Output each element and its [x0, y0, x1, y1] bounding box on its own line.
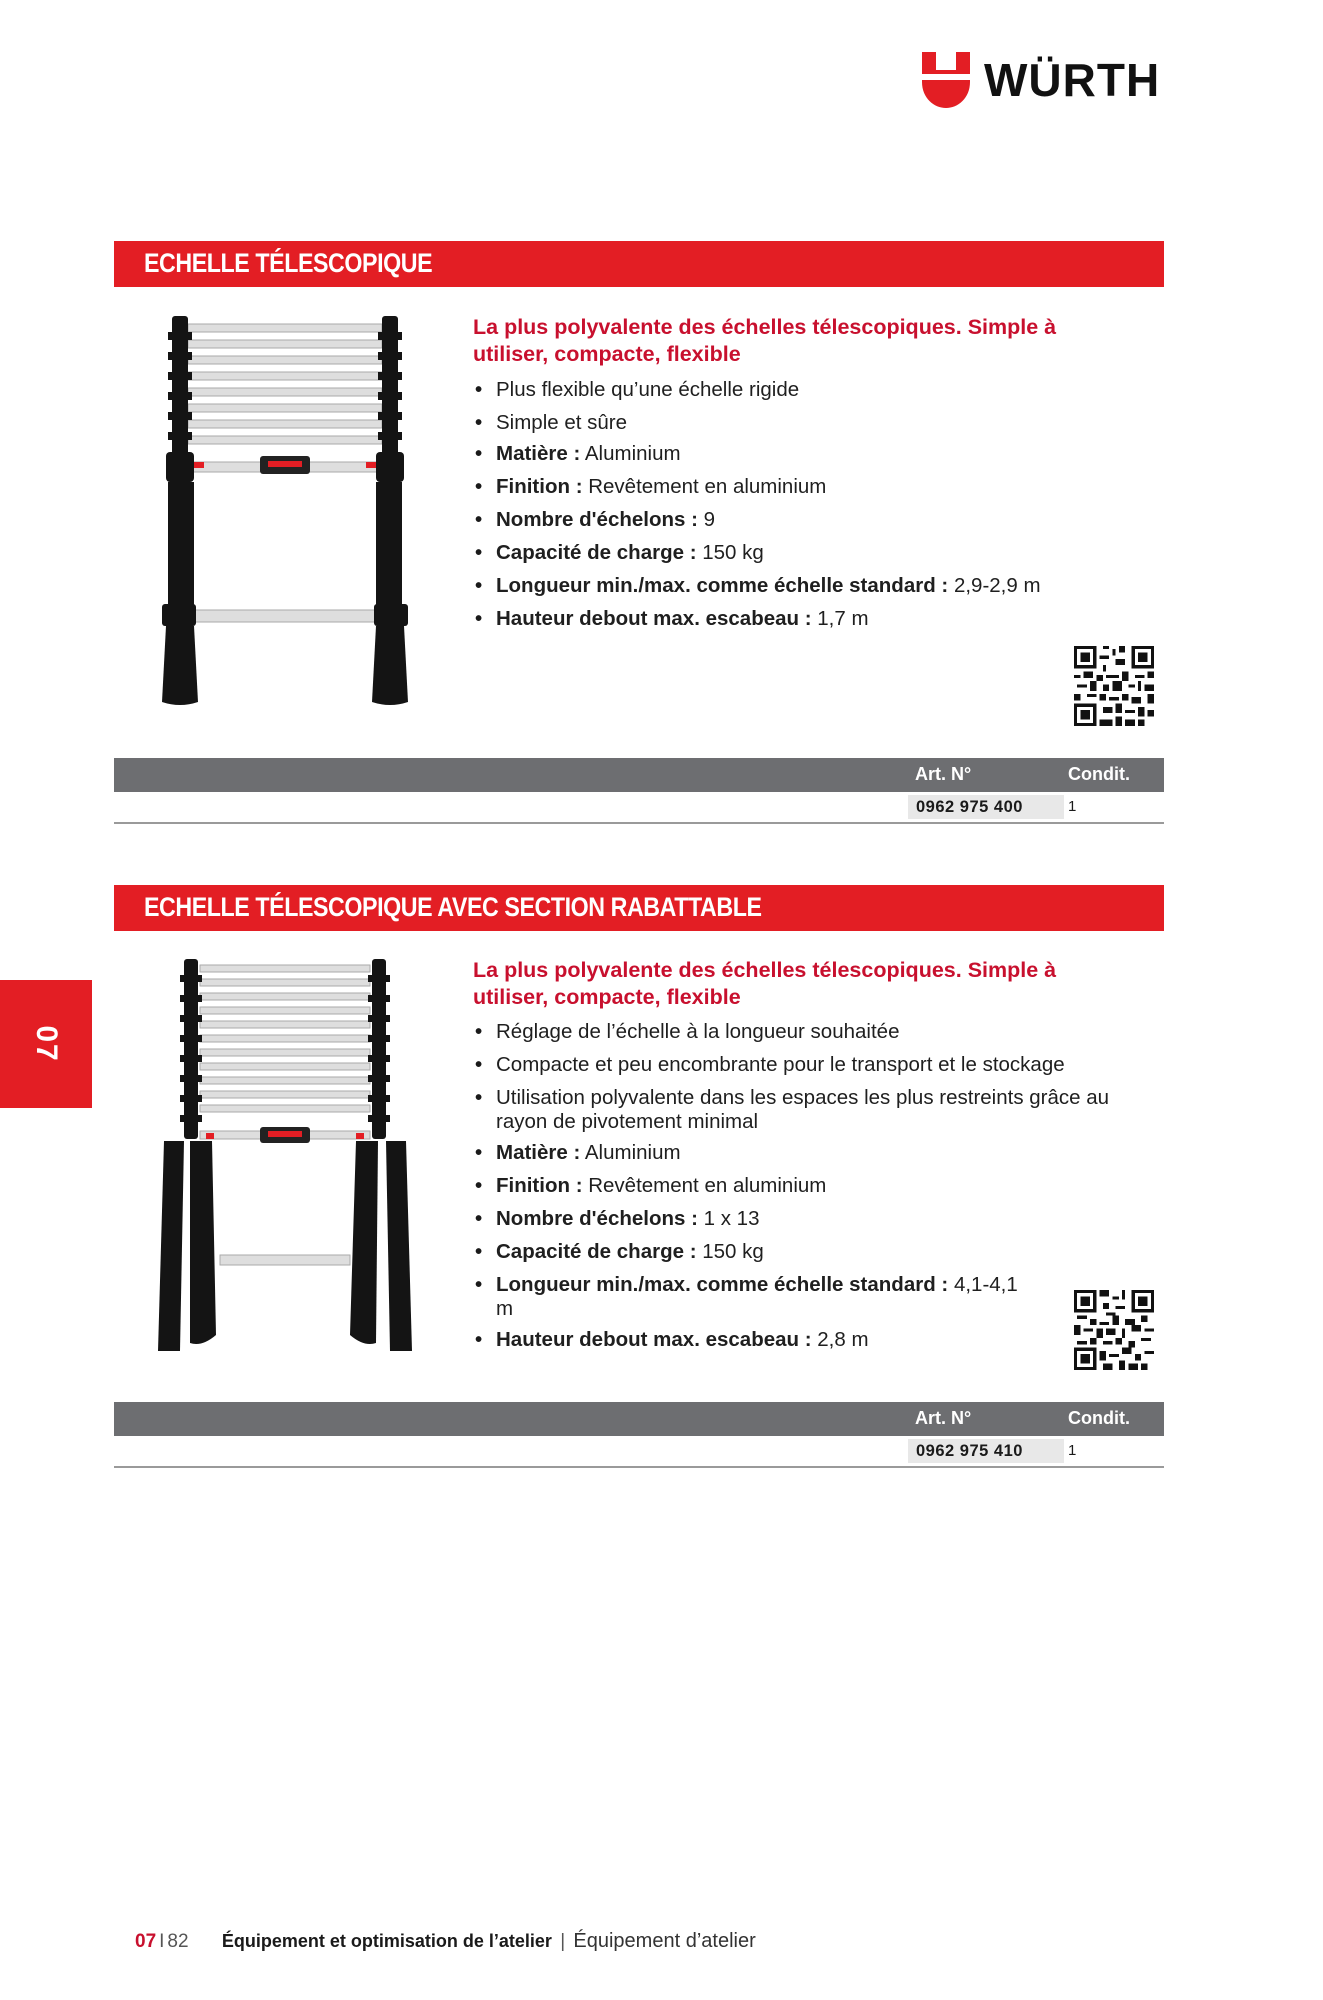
feature-item: • Réglage de l’échelle à la longueur souhaitée	[473, 1020, 1153, 1044]
telescopic-ladder-image	[150, 312, 420, 712]
feature-item: • Hauteur debout max. escabeau : 1,7 m	[473, 607, 1153, 631]
chapter-side-tab	[0, 980, 92, 1108]
product-2-features	[473, 1020, 1153, 1361]
chapter-number: 07	[30, 1025, 63, 1063]
feature-item: • Hauteur debout max. escabeau : 2,8 m	[473, 1328, 1153, 1352]
feature-item: • Utilisation polyvalente dans les espaces les plus restreints grâce au rayon de pivotement minimal	[473, 1086, 1136, 1134]
wurth-logo	[922, 52, 1162, 108]
feature-item: • Longueur min./max. comme échelle standard : 2,9-2,9 m	[473, 574, 1153, 598]
feature-item: • Plus flexible qu’une échelle rigide	[473, 378, 1153, 402]
feature-item: • Simple et sûre	[473, 411, 1153, 435]
feature-item: • Longueur min./max. comme échelle standard : 4,1-4,1 m	[473, 1273, 1036, 1321]
product-1-header	[114, 241, 1164, 287]
product-2-lead: La plus polyvalente des échelles télescopiques. Simple à utiliser, compacte, flexible	[473, 958, 1057, 1009]
footer-chapter: 07	[135, 1931, 157, 1952]
wurth-logo-icon	[922, 52, 970, 108]
page-number: 82	[167, 1931, 189, 1952]
feature-item: • Capacité de charge : 150 kg	[473, 1240, 1153, 1264]
article-number[interactable]: 0962 975 400	[908, 795, 1064, 819]
qr-code-icon[interactable]	[1074, 1290, 1154, 1370]
product-1-lead: La plus polyvalente des échelles télescopiques. Simple à utiliser, compacte, flexible	[473, 315, 1057, 366]
page-footer	[135, 1930, 756, 1953]
footer-section: Équipement et optimisation de l’atelier	[221, 1931, 552, 1951]
feature-item: • Finition : Revêtement en aluminium	[473, 475, 1153, 499]
table-row	[114, 1436, 1164, 1468]
condit-value: 1	[1068, 798, 1077, 815]
feature-item: • Capacité de charge : 150 kg	[473, 541, 1153, 565]
feature-item: • Nombre d'échelons : 1 x 13	[473, 1207, 1153, 1231]
footer-separator: I	[159, 1931, 165, 1952]
feature-item: • Matière : Aluminium	[473, 442, 1153, 466]
product-2-table-header	[114, 1402, 1164, 1436]
feature-item: • Finition : Revêtement en aluminium	[473, 1174, 1153, 1198]
col-condit: Condit.	[1068, 1408, 1130, 1428]
brand-name: WÜRTH	[984, 54, 1161, 106]
qr-code-icon[interactable]	[1074, 646, 1154, 726]
table-row	[114, 792, 1164, 824]
col-condit: Condit.	[1068, 764, 1130, 784]
telescopic-folding-ladder-image	[150, 955, 420, 1355]
condit-value: 1	[1068, 1442, 1077, 1459]
product-1-title: ECHELLE TÉLESCOPIQUE	[144, 248, 433, 278]
article-number[interactable]: 0962 975 410	[908, 1439, 1064, 1463]
feature-item: • Compacte et peu encombrante pour le transport et le stockage	[473, 1053, 1153, 1077]
product-2-header	[114, 885, 1164, 931]
col-art-no: Art. N°	[915, 1408, 972, 1428]
product-1-features	[473, 378, 1153, 640]
footer-separator-2: |	[560, 1931, 566, 1952]
product-1-table-header	[114, 758, 1164, 792]
feature-item: • Matière : Aluminium	[473, 1141, 1153, 1165]
footer-subsection: Équipement d’atelier	[573, 1930, 756, 1952]
feature-item: • Nombre d'échelons : 9	[473, 508, 1153, 532]
product-2-title: ECHELLE TÉLESCOPIQUE AVEC SECTION RABATTABLE	[144, 892, 762, 922]
col-art-no: Art. N°	[915, 764, 972, 784]
